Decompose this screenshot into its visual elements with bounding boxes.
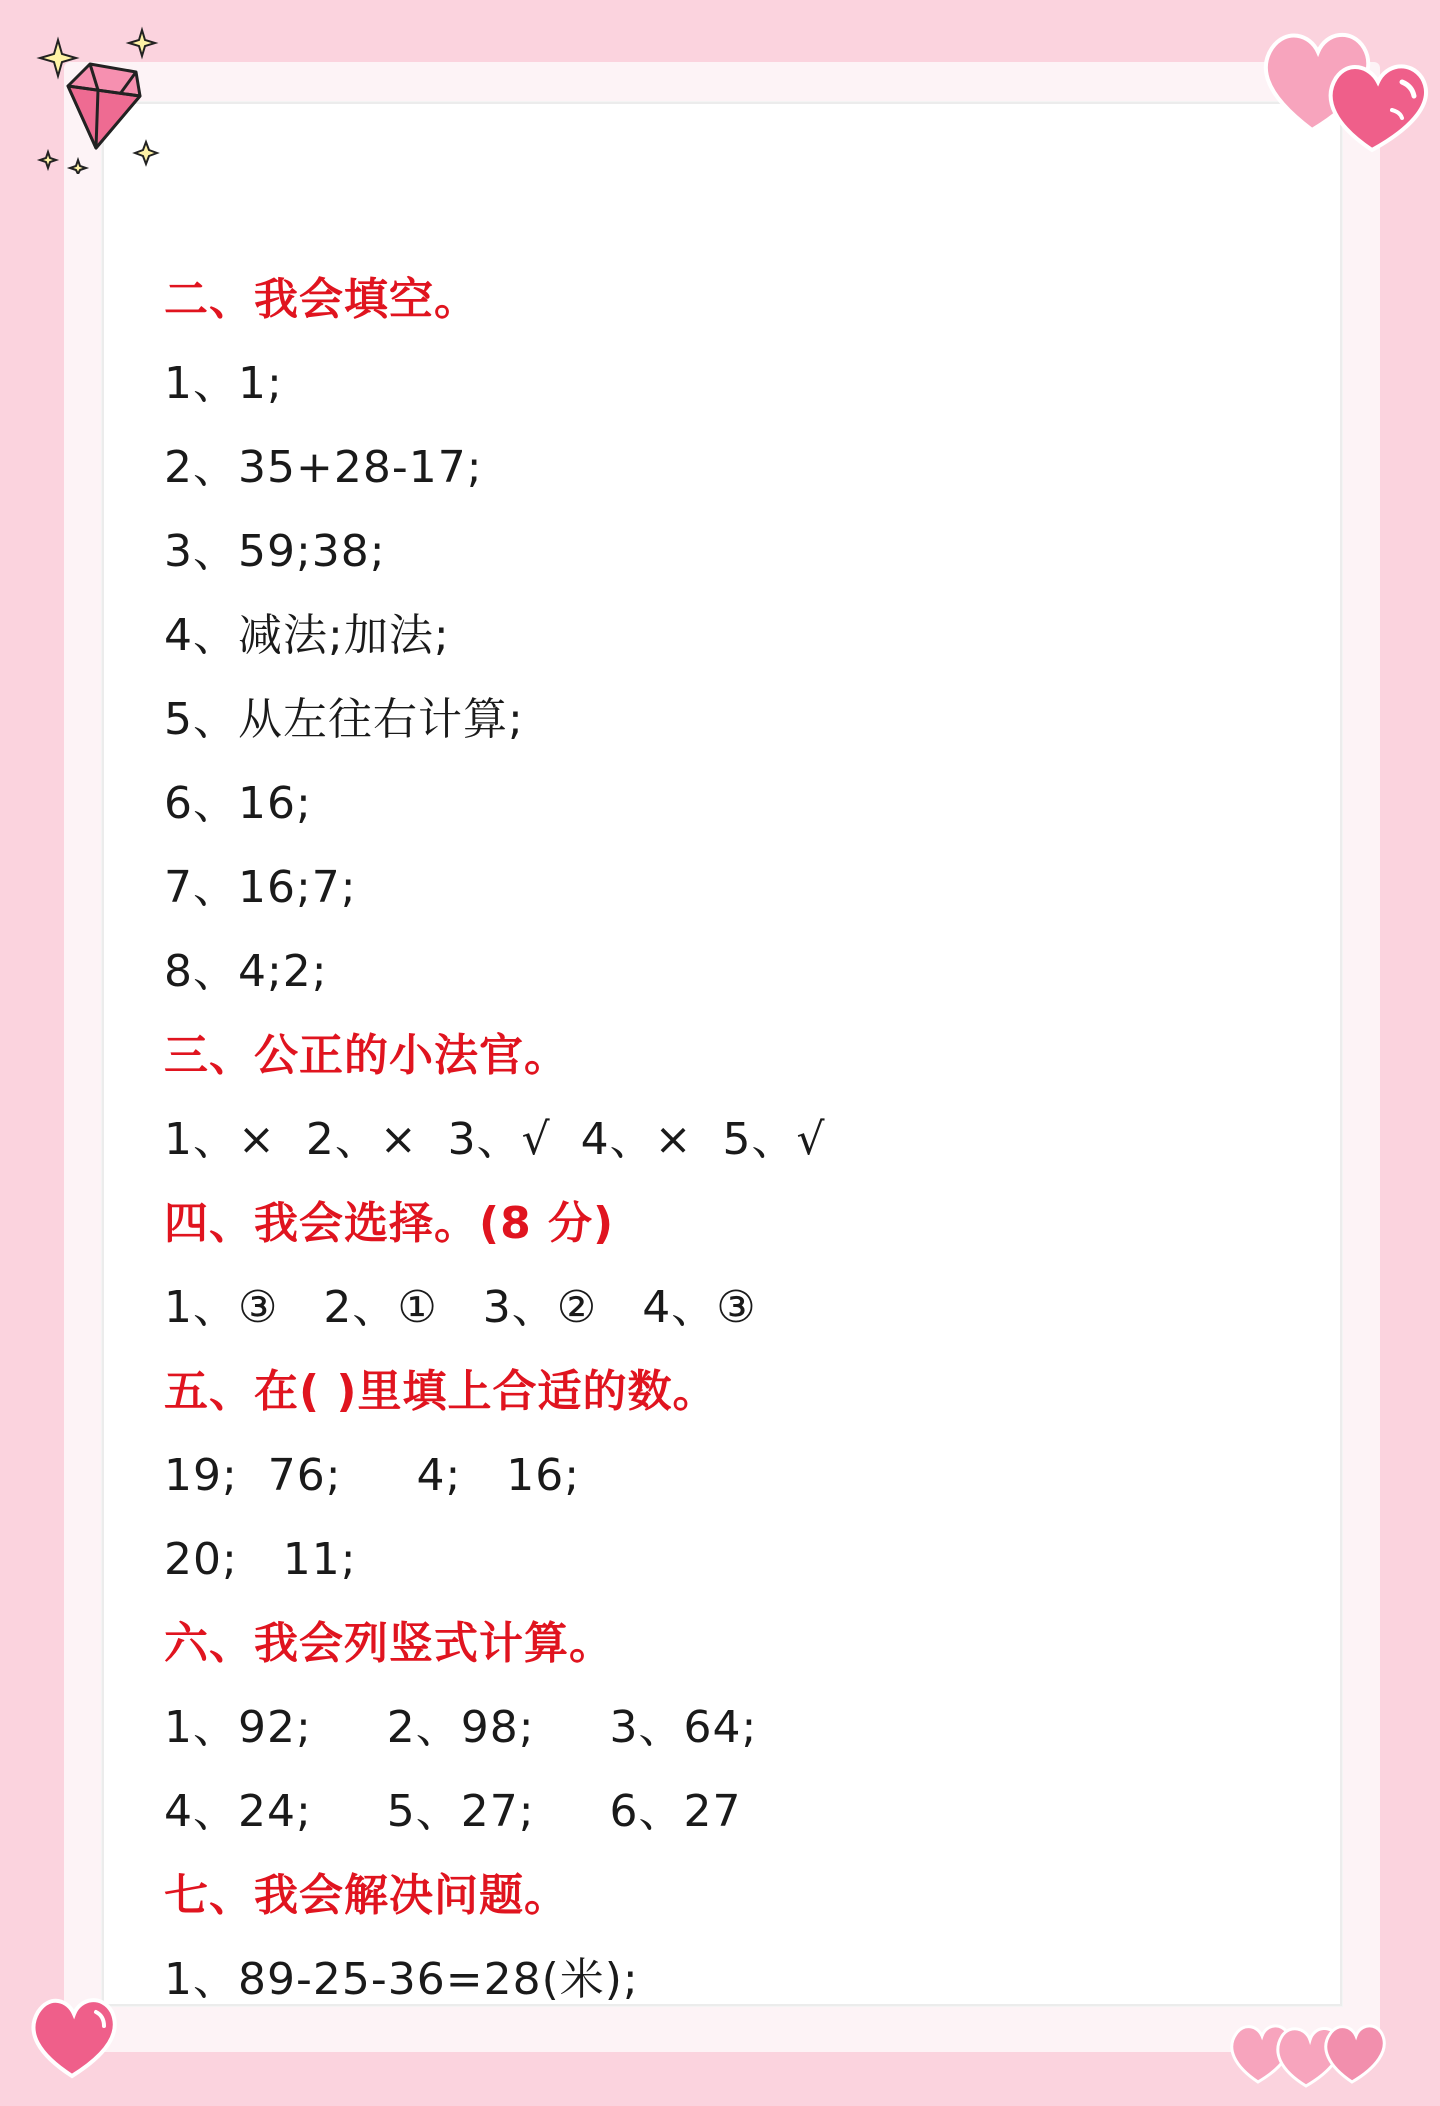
section-heading: 七、我会解决问题。 bbox=[164, 1870, 569, 1921]
answer-line: 1、③ 2、① 3、② 4、③ bbox=[164, 1282, 757, 1333]
answer-line: 7、16;7; bbox=[164, 862, 357, 913]
section-heading: 三、公正的小法官。 bbox=[164, 1030, 569, 1081]
answer-line: 3、59;38; bbox=[164, 526, 386, 577]
answer-line: 19; 76; 4; 16; bbox=[164, 1450, 581, 1501]
answer-line: 1、89-25-36=28(米); bbox=[164, 1954, 639, 2005]
answer-line: 1、1; bbox=[164, 358, 283, 409]
section-heading: 二、我会填空。 bbox=[164, 274, 479, 325]
answer-line: 1、× 2、× 3、√ 4、× 5、√ bbox=[164, 1114, 826, 1165]
answer-line: 4、减法;加法; bbox=[164, 610, 450, 661]
answer-content bbox=[164, 258, 1264, 2022]
section-heading: 四、我会选择。(8 分) bbox=[164, 1198, 615, 1249]
diamond-icon bbox=[24, 24, 164, 174]
answer-line: 2、35+28-17; bbox=[164, 442, 483, 493]
answer-line: 4、24; 5、27; 6、27 bbox=[164, 1786, 742, 1837]
answer-line: 5、从左往右计算; bbox=[164, 694, 524, 745]
answer-line: 8、4;2; bbox=[164, 946, 328, 997]
heart-icon bbox=[22, 1984, 122, 2084]
section-heading: 五、在( )里填上合适的数。 bbox=[164, 1366, 718, 1417]
section-heading: 六、我会列竖式计算。 bbox=[164, 1618, 614, 1669]
answer-line: 6、16; bbox=[164, 778, 312, 829]
answer-line: 20; 11; bbox=[164, 1534, 357, 1585]
hearts-icon bbox=[1252, 10, 1440, 160]
answer-line: 1、92; 2、98; 3、64; bbox=[164, 1702, 758, 1753]
